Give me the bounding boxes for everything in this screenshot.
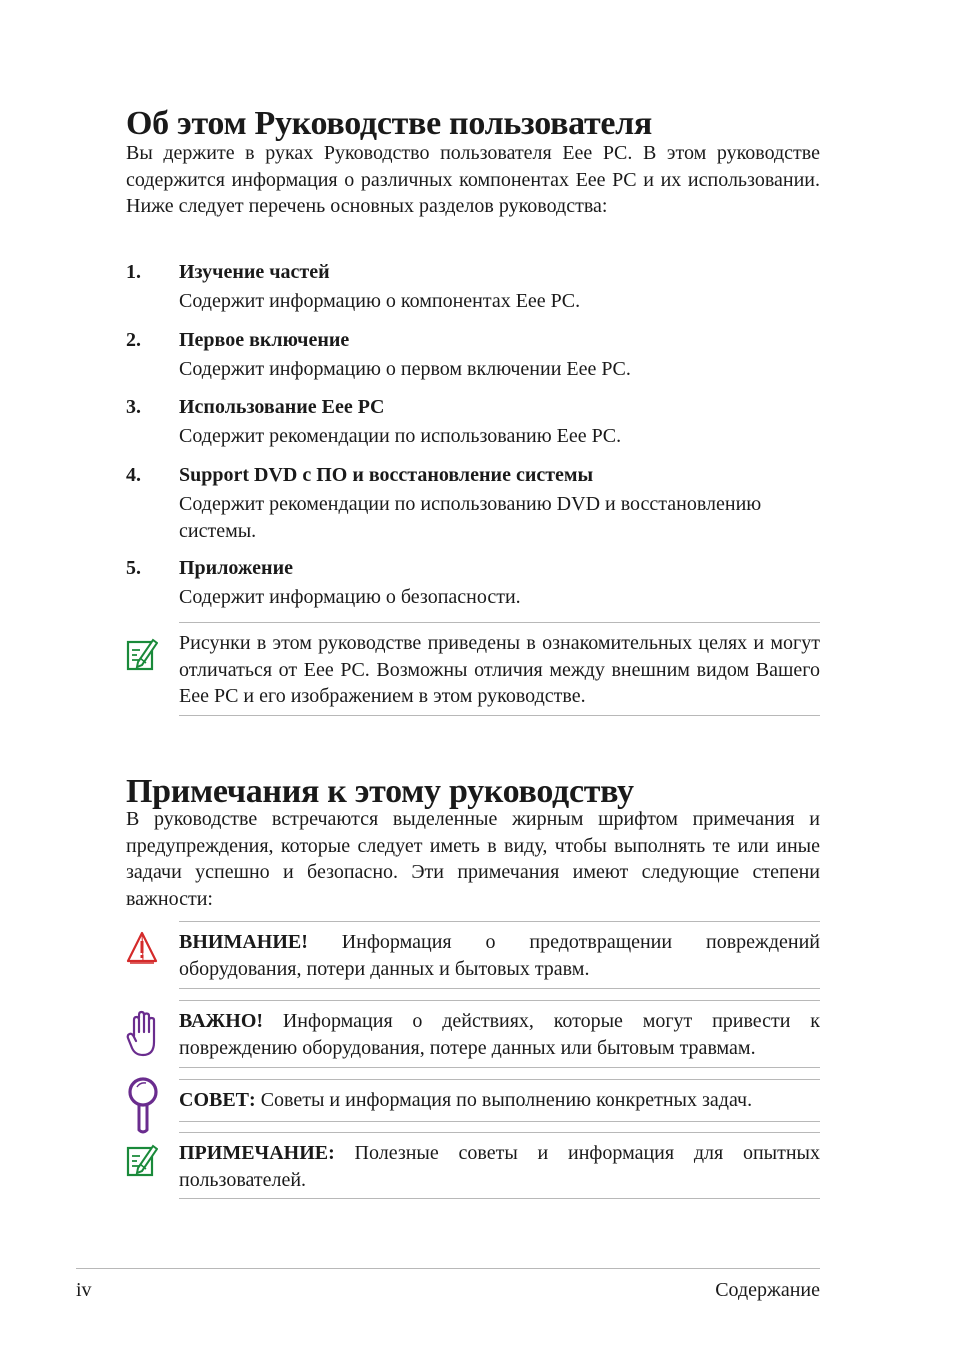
note-text: Полезные советы и информация для опытных пользователей. bbox=[179, 1142, 820, 1191]
item-title: Приложение bbox=[179, 557, 293, 579]
note-text: Рисунки в этом руководстве приведены в ознакомительных целях и могут отличаться от Eee PC. Возможны отличия между внешним видом Вашего Eee PC и его изображением в этом руководстве. bbox=[179, 632, 820, 707]
warning-icon bbox=[126, 930, 158, 966]
item-number: 3. bbox=[126, 396, 141, 418]
item-title: Support DVD с ПО и восстановление системы bbox=[179, 464, 594, 486]
item-number: 1. bbox=[126, 261, 141, 283]
page-number: iv bbox=[76, 1279, 92, 1301]
item-description: Содержит рекомендации по использованию DVD и восстановлению системы. bbox=[179, 493, 762, 542]
divider bbox=[179, 622, 820, 623]
section-intro-about: Вы держите в руках Руководство пользователя Eee PC. В этом руководстве содержится информация о различных компонентах Eee PC и их использовании. Ниже следует перечень основных разделов руководства: bbox=[126, 142, 820, 217]
divider bbox=[179, 1121, 820, 1122]
item-title: Использование Eee PC bbox=[179, 396, 385, 418]
warning-note bbox=[179, 929, 820, 982]
warning-label: ВНИМАНИЕ! bbox=[179, 931, 308, 953]
item-description: Содержит рекомендации по использованию Eee PC. bbox=[179, 425, 622, 447]
section-intro-notes: В руководстве встречаются выделенные жирным шрифтом примечания и предупреждения, которые следует иметь в виду, чтобы выполнять те или иные задачи успешно и безопасно. Эти примечания имеют следующие степени важности: bbox=[126, 808, 820, 910]
divider bbox=[179, 1132, 820, 1133]
divider bbox=[179, 921, 820, 922]
note-icon bbox=[126, 636, 158, 672]
item-description: Содержит информацию о первом включении Eee PC. bbox=[179, 358, 631, 380]
item-number: 5. bbox=[126, 557, 141, 579]
footer-section: Содержание bbox=[715, 1279, 820, 1301]
hand-stop-icon bbox=[126, 1010, 160, 1058]
note-icon bbox=[126, 1142, 158, 1178]
tip-text: Советы и информация по выполнению конкретных задач. bbox=[255, 1089, 753, 1111]
note-note bbox=[179, 1140, 820, 1193]
footer-divider bbox=[76, 1268, 820, 1269]
divider bbox=[179, 1079, 820, 1080]
item-number: 4. bbox=[126, 464, 141, 486]
item-number: 2. bbox=[126, 329, 141, 351]
divider bbox=[179, 1198, 820, 1199]
divider bbox=[179, 1000, 820, 1001]
magnifier-icon bbox=[126, 1076, 160, 1136]
divider bbox=[179, 715, 820, 716]
warning-text: Информация о предотвращении повреждений оборудования, потери данных и бытовых травм. bbox=[179, 931, 820, 980]
item-title: Первое включение bbox=[179, 329, 350, 351]
tip-label: СОВЕТ: bbox=[179, 1089, 256, 1111]
divider bbox=[179, 1067, 820, 1068]
item-description: Содержит информацию о компонентах Eee PC. bbox=[179, 290, 581, 312]
note-label: ПРИМЕЧАНИЕ: bbox=[179, 1142, 335, 1164]
important-text: Информация о действиях, которые могут привести к повреждению оборудования, потере данных или бытовым травмам. bbox=[179, 1010, 820, 1059]
divider bbox=[179, 988, 820, 989]
important-label: ВАЖНО! bbox=[179, 1010, 264, 1032]
item-title: Изучение частей bbox=[179, 261, 330, 283]
section-title-notes: Примечания к этому руководству bbox=[126, 773, 634, 810]
item-description: Содержит информацию о безопасности. bbox=[179, 586, 521, 608]
section-title-about: Об этом Руководстве пользователя bbox=[126, 105, 653, 142]
tip-note bbox=[179, 1087, 820, 1114]
important-note bbox=[179, 1008, 820, 1061]
